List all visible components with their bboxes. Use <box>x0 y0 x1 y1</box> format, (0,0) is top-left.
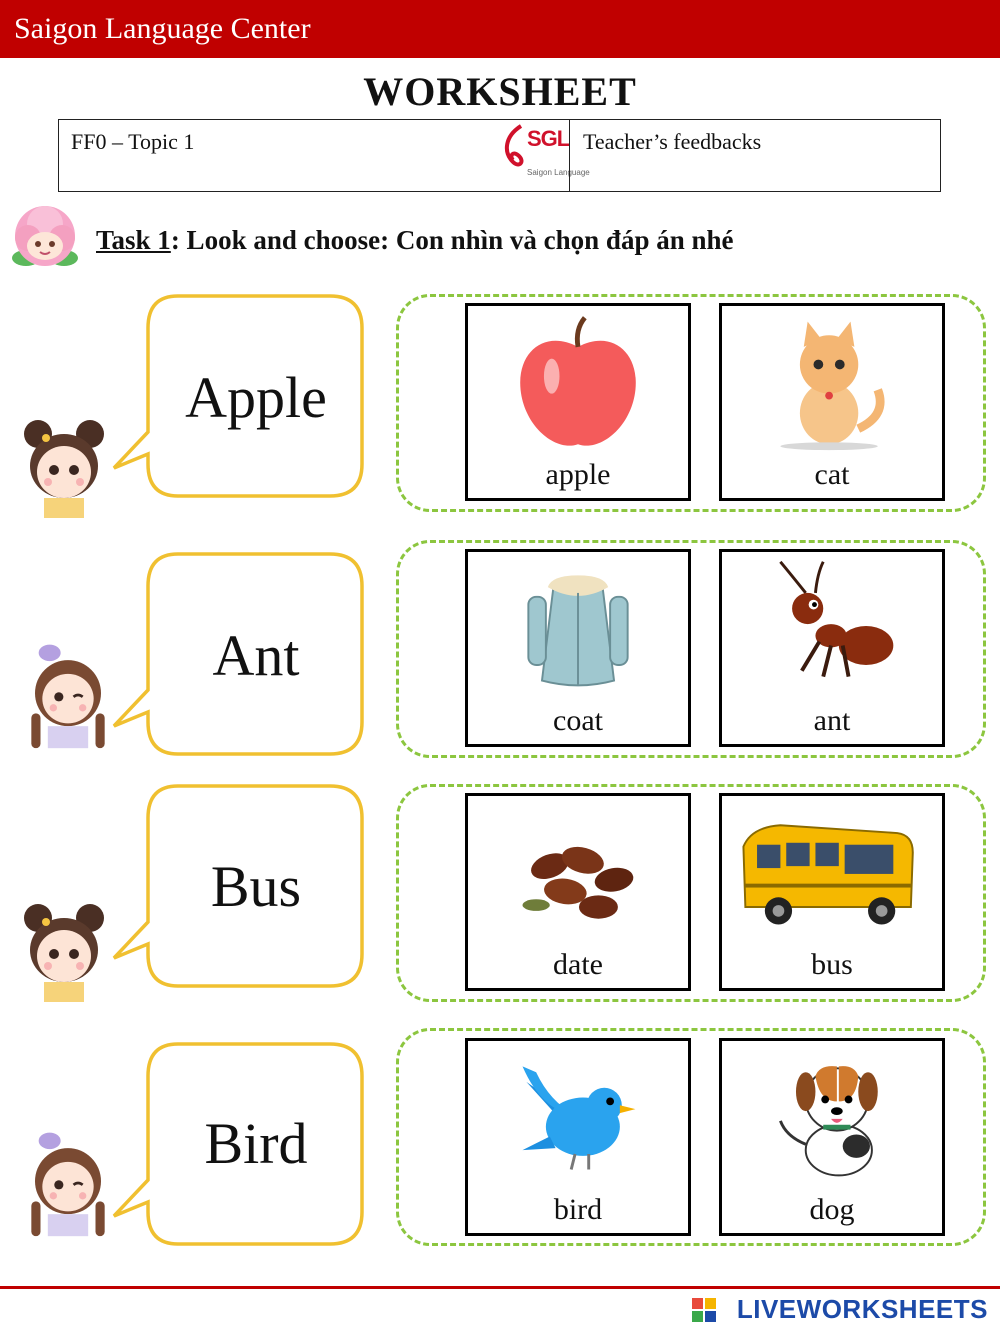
center-name: Saigon Language Center <box>14 12 311 45</box>
bus-icon <box>722 796 942 946</box>
option-label: apple <box>545 458 611 491</box>
table-divider <box>569 120 570 191</box>
liveworksheets-brand[interactable]: LIVEWORKSHEETS <box>736 1294 988 1324</box>
option-label: bus <box>811 948 853 981</box>
sgl-logo <box>499 122 590 184</box>
girl-braids-icon <box>18 640 118 750</box>
liveworksheets-logo-icon <box>692 1298 716 1322</box>
option-label: ant <box>813 704 851 737</box>
flower-mascot-icon <box>6 200 84 275</box>
logo-subtext: Saigon Language <box>527 168 590 177</box>
target-word: Bus <box>210 854 302 919</box>
topic-label: FF0 – Topic 1 <box>71 129 195 154</box>
option-label: cat <box>814 458 850 491</box>
target-word: Apple <box>185 365 327 430</box>
feedback-label: Teacher’s feedbacks <box>583 129 762 154</box>
task-text: : Look and choose: Con nhìn và chọn đáp án nhé <box>170 225 734 255</box>
worksheet-title: WORKSHEET <box>363 69 637 114</box>
header-bar <box>0 0 1000 58</box>
bird-icon <box>468 1041 688 1191</box>
option-card[interactable] <box>465 303 691 501</box>
target-word: Bird <box>204 1111 308 1176</box>
footer-line <box>0 1286 1000 1289</box>
cat-icon <box>722 306 942 456</box>
task-label: Task 1 <box>96 225 171 255</box>
task-instruction <box>96 225 734 256</box>
option-card[interactable] <box>465 1038 691 1236</box>
option-card[interactable] <box>719 1038 945 1236</box>
option-label: coat <box>553 704 603 737</box>
option-card[interactable] <box>465 549 691 747</box>
option-card[interactable] <box>719 303 945 501</box>
apple-icon <box>468 306 688 456</box>
option-label: date <box>553 948 603 981</box>
option-card[interactable] <box>719 793 945 991</box>
info-table <box>58 119 941 192</box>
girl-braids-icon <box>18 1128 118 1238</box>
ant-icon <box>722 552 942 702</box>
sgl-swoosh-icon <box>499 122 529 172</box>
dog-icon <box>722 1041 942 1191</box>
target-word: Ant <box>212 623 300 688</box>
girl-buns-icon <box>14 892 114 1002</box>
option-card[interactable] <box>719 549 945 747</box>
date-icon <box>468 796 688 946</box>
coat-icon <box>468 552 688 702</box>
option-label: dog <box>809 1193 855 1226</box>
option-card[interactable] <box>465 793 691 991</box>
logo-text: SGL <box>527 126 570 151</box>
girl-buns-icon <box>14 408 114 518</box>
option-label: bird <box>553 1193 603 1226</box>
